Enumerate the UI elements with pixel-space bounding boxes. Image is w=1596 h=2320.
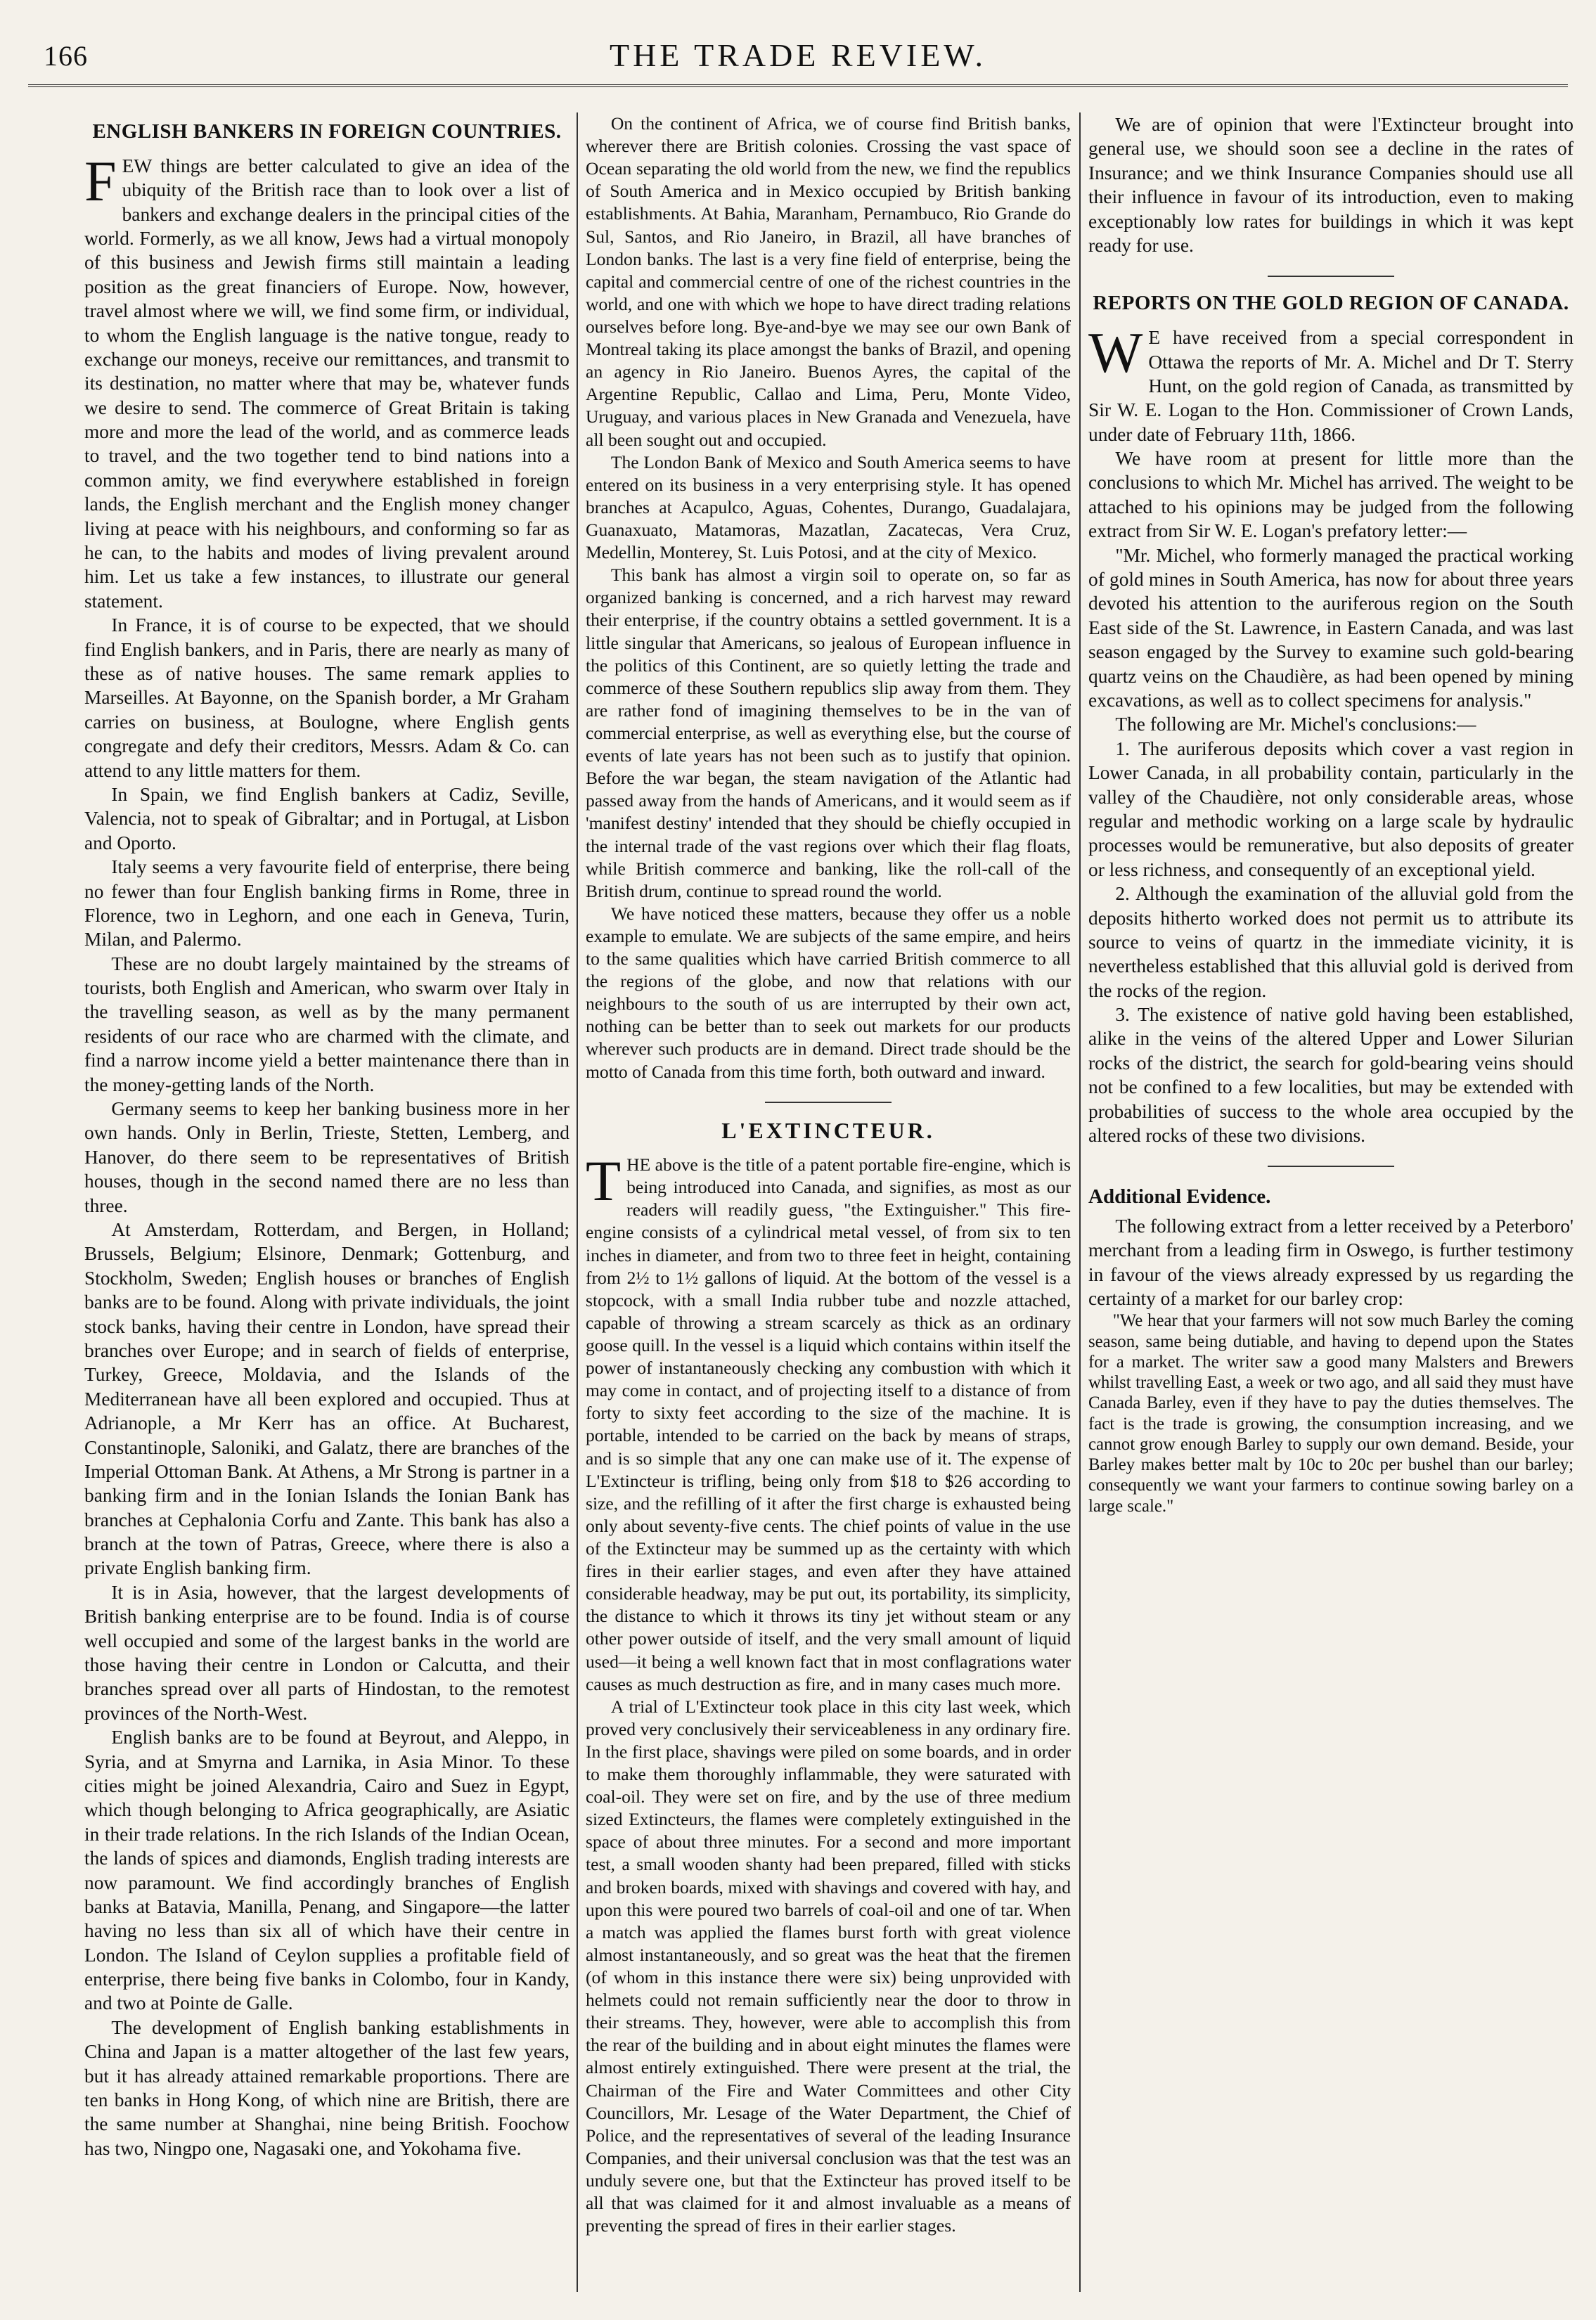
- article-paragraph: 2. Although the examination of the alluvial gold from the deposits hitherto worked does not permit us to attribute its source to veins of quartz in the immediate vicinity, it is nevertheless established that this alluvial gold is derived from the rocks of the region.: [1088, 883, 1574, 1001]
- article-divider: [1268, 1166, 1394, 1167]
- article-paragraph: Germany seems to keep her banking business more in her own hands. Only in Berlin, Trieste, Stetten, Lemberg, and Hanover, do there seem to be representatives of British houses, though in the second named there are no less than three.: [84, 1098, 569, 1216]
- paragraph-text: EW things are better calculated to give an idea of the ubiquity of the British race than to look over a list of bankers and exchange dealers in the principal cities of the world. Formerly, as we all know, Jews had a virtual monopoly of this business and Jewish firms still maintain a leading position as the great financiers of Europe. Now, however, travel almost where we will, we find some firm, or individual, to whom the English language is the native tongue, ready to exchange our moneys, receive our remittances, and transmit to its destination, no matter where that may be, whatever funds we desire to send. The commerce of Great Britain is taking more and more the lead of the world, and as commerce leads to travel, and the two together tend to bind nations into a common amity, we find everywhere established in foreign lands, the English merchant and the English money changer living at peace with his neighbours, and conforming so far as he can, to the habits and modes of living prevalent around him. Let us take a few instances, to illustrate our general statement.: [84, 155, 569, 612]
- article-paragraph: In Spain, we find English bankers at Cadiz, Seville, Valencia, not to speak of Gibraltar; and in Portugal, at Lisbon and Oporto.: [84, 783, 569, 853]
- article-paragraph: The development of English banking establishments in China and Japan is a matter altogether of the last few years, but it has already attained remarkable proportions. There are ten banks in Hong Kong, of which nine are British, there are the same number at Shanghai, nine being British. Foochow has two, Ningpo one, Nagasaki one, and Yokohama five.: [84, 2016, 569, 2159]
- article-paragraph: 1. The auriferous deposits which cover a vast region in Lower Canada, in all probability contain, particularly in the valley of the Chaudière, not only considerable areas, whose regular and methodic working on a large scale by hydraulic processes would be remunerative, but also deposits of greater or less richness, and consequently of an exceptional yield.: [1088, 737, 1574, 880]
- running-title: THE TRADE REVIEW.: [609, 37, 986, 73]
- article-headline: ENGLISH BANKERS IN FOREIGN COUNTRIES.: [92, 120, 562, 143]
- article-paragraph: Italy seems a very favourite field of enterprise, there being no fewer than four English banking firms in Rome, three in Florence, two in Leghorn, and one each in Geneva, Turin, Milan, and Palermo.: [84, 856, 569, 950]
- article-headline: REPORTS ON THE GOLD REGION OF CANADA.: [1093, 292, 1569, 315]
- section-subhead: Additional Evidence.: [1088, 1185, 1271, 1209]
- drop-cap: F: [84, 148, 117, 213]
- article-paragraph: We have room at present for little more than the conclusions to which Mr. Michel has arrived. The weight to be attached to his opinions may be judged from the following extract from Sir W. E. Logan's prefatory letter:—: [1088, 448, 1574, 542]
- article-paragraph: [1088, 321, 1574, 446]
- quoted-letter: "We hear that your farmers will not sow much Barley the coming season, same being dutiable, and having to depend upon the States for a market. The writer saw a good many Malsters and Brewers whilst travelling East, a week or two ago, and all said they must have Canada Barley, even if they have to pay the duties themselves. The fact is the trade is growing, the consumption increasing, and we cannot grow enough Barley to supply our own demand. Beside, your Barley makes better malt by 10c to 20c per bushel than our barley; consequently we want your farmers to continue sowing barley on a large scale.": [1088, 1311, 1574, 1516]
- page-header: [28, 30, 1568, 79]
- article-divider: [1268, 276, 1394, 277]
- article-divider: [765, 1102, 892, 1103]
- paragraph-text: HE above is the title of a patent portable fire-engine, which is being introduced into Canada, and signifies, as most as our readers will readily guess, "the Extinguisher." This fire-engine consists of a cylindrical metal vessel, of from six to ten inches in diameter, and from two to three feet in height, containing from 2½ to 1½ gallons of liquid. At the bottom of the vessel is a stopcock, with a small India rubber tube and nozzle attached, capable of throwing a stream scarcely as thick as an ordinary goose quill. In the vessel is a liquid which contains within itself the power of instantaneously checking any combustion with which it may come in contact, and of projecting itself to a distance of from forty to sixty feet according to the size of the machine. It is portable, intended to be carried on the back by means of straps, and is so simple that any one can make use of it. The expense of L'Extincteur is trifling, being only from $18 to $26 according to size, and the refilling of it after the first charge is exhausted being only about seventy-five cents. The chief points of value in the use of the Extincteur may be summed up as the certainty with which fires in their earlier stages, and even after they have attained considerable headway, may be put out, its portability, its simplicity, the distance to which it throws its tiny jet without steam or any other power outside of itself, and the very small amount of liquid used—it being a well known fact that in most conflagrations water causes as much destruction as fire, and in many cases much more.: [586, 1154, 1071, 1694]
- column-rule: [1079, 112, 1081, 2292]
- article-headline: L'EXTINCTEUR.: [721, 1117, 935, 1143]
- article-paragraph: These are no doubt largely maintained by the streams of tourists, both English and American, who swarm over Italy in the travelling season, as well as by the many permanent residents of our race who are charmed with the climate, and find a narrow income yield a better maintenance there than in the money-getting lands of the North.: [84, 953, 569, 1095]
- drop-cap: T: [586, 1149, 622, 1213]
- column-1: [84, 112, 569, 2299]
- article-paragraph: We are of opinion that were l'Extincteur brought into general use, we should soon see a decline in the rates of Insurance; and we think Insurance Companies should use all their influence in favour of its introduction, even to making exceptionably low rates for buildings in which it was kept ready for use.: [1088, 114, 1574, 256]
- article-paragraph: On the continent of Africa, we of course find British banks, wherever there are British colonies. Crossing the vast space of Ocean separating the old world from the new, we find the republics of South America and in Mexico occupied by British banking establishments. At Bahia, Maranham, Pernambuco, Rio Grande do Sul, Santos, and Rio Janeiro, in Brazil, all have branches of London banks. The last is a very fine field of enterprise, being the capital and commercial centre of one of the richest countries in the world, and one with which we hope to have direct trading relations ourselves before long. Bye-and-bye we may see our own Bank of Montreal taking its place amongst the banks of Brazil, and opening an agency in Rio Janeiro. Buenos Ayres, the capital of the Argentine Republic, Callao and Lima, Peru, Monte Video, Uruguay, and various places in New Granada and Venezuela, have all been sought out and occupied.: [586, 113, 1071, 450]
- article-paragraph: A trial of L'Extincteur took place in this city last week, which proved very conclusively their serviceableness in any ordinary fire. In the first place, shavings were piled on some boards, and in order to make them thoroughly inflammable, they were saturated with coal-oil. They were set on fire, and by the use of three medium sized Extincteurs, the flames were completely extinguished in the space of about three minutes. For a second and more important test, a small wooden shanty had been prepared, filled with sticks and broken boards, mixed with shavings and covered with hay, and upon this were poured two barrels of coal-oil and one of tar. When a match was applied the flames burst forth with great violence almost instantaneously, and so great was the heat that the firemen (of whom in this instance there were six) being unprovided with helmets could not remain sufficiently near the door to throw in their streams. They, however, were able to accomplish this from the rear of the building and in about eight minutes the flames were almost entirely extinguished. There were present at the trial, the Chairman of the Fire and Water Committees and other City Councillors, Mr. Lesage of the Water Department, the Chief of Police, and the representatives of several of the leading Insurance Companies, and their universal conclusion was that the test was an unduly severe one, but that the Extincteur has proved itself to be all that was claimed for it and almost invaluable as a means of preventing the spread of fires in their earlier stages.: [586, 1696, 1071, 2236]
- article-paragraph: The London Bank of Mexico and South America seems to have entered on its business in a very enterprising style. It has opened branches at Acapulco, Aguas, Cohentes, Durango, Guadalajara, Guanaxuato, Matamoras, Mazatlan, Zacatecas, Vera Cruz, Medellin, Monterey, St. Luis Potosi, and at the city of Mexico.: [586, 451, 1071, 563]
- column-2: [586, 112, 1071, 2299]
- drop-cap: W: [1088, 321, 1143, 385]
- article-paragraph: The following are Mr. Michel's conclusions:—: [1115, 714, 1476, 735]
- column-rule: [577, 112, 578, 2292]
- article-paragraph: The following extract from a letter received by a Peterboro' merchant from a leading firm in Oswego, is further testimony in favour of the views already expressed by us regarding the certainty of a market for our barley crop:: [1088, 1215, 1574, 1309]
- column-3: [1088, 112, 1574, 2299]
- article-paragraph: In France, it is of course to be expected, that we should find English bankers, and in Paris, there are nearly as many of these as of native houses. The same remark applies to Marseilles. At Bayonne, on the Spanish border, a Mr Graham carries on business, at Boulogne, where English gents congregate and defy their creditors, Messrs. Adam & Co. can attend to any little matters for them.: [84, 614, 569, 781]
- article-paragraph: English banks are to be found at Beyrout, and Aleppo, in Syria, and at Smyrna and Larnika, in Asia Minor. To these cities might be joined Alexandria, Cairo and Suez in Egypt, which though belonging to Africa geographically, are Asiatic in their trade relations. In the rich Islands of the Indian Ocean, the lands of spices and diamonds, English trading interests are now paramount. We find accordingly branches of English banks at Batavia, Manilla, Penang, and Singapore—the latter having no less than six all of which have their centre in London. The Island of Ceylon supplies a profitable field of enterprise, there being five banks in Colombo, four in Kandy, and two at Pointe de Galle.: [84, 1727, 569, 2014]
- article-paragraph: At Amsterdam, Rotterdam, and Bergen, in Holland; Brussels, Belgium; Elsinore, Denmark; Gottenburg, and Stockholm, Sweden; English houses or branches of English banks are to be found. Along with private individuals, the joint stock banks, having their centre in London, have spread their branches over Europe; and in search of fields of enterprise, Turkey, Greece, Moldavia, and the Islands of the Mediterranean have all been explored and occupied. Thus at Adrianople, a Mr Kerr has an office. At Bucharest, Constantinople, Saloniki, and Galatz, there are branches of the Imperial Ottoman Bank. At Athens, a Mr Strong is partner in a banking firm and in the Ionian Islands the Ionian Bank has branches at Cephalonia Corfu and Zante. This bank has also a branch at the town of Patras, Greece, where there is also a private English banking firm.: [84, 1218, 569, 1579]
- article-paragraph: [84, 148, 569, 613]
- article-paragraph: We have noticed these matters, because they offer us a noble example to emulate. We are subjects of the same empire, and heirs to the same qualities which have carried British commerce to all the regions of the globe, and now that relations with our neighbours to the south of us are interrupted by their own act, nothing can be better than to seek out markets for our products wherever such products are in demand. Direct trade should be the motto of Canada from this time forth, both outward and inward.: [586, 903, 1071, 1082]
- paragraph-text: E have received from a special correspondent in Ottawa the reports of Mr. A. Michel and Dr T. Sterry Hunt, on the gold region of Canada, as transmitted by Sir W. E. Logan to the Hon. Commissioner of Crown Lands, under date of February 11th, 1866.: [1088, 327, 1574, 445]
- article-paragraph: [586, 1149, 1071, 1696]
- article-paragraph: "Mr. Michel, who formerly managed the practical working of gold mines in South America, has now for about three years devoted his attention to the auriferous region on the South East side of the St. Lawrence, in Eastern Canada, and was last season engaged by the Survey to examine such gold-bearing quartz veins on the Chaudière, as had been opened by mining excavations, as well as to collect specimens for analysis.": [1088, 544, 1574, 711]
- page-number: 166: [44, 40, 88, 72]
- header-rule: [28, 84, 1568, 87]
- article-paragraph: It is in Asia, however, that the largest developments of British banking enterprise are to be found. India is of course well occupied and some of the largest banks in the world are those having their centre in London or Calcutta, and their branches spread over all parts of Hindostan, to the remotest provinces of the North-West.: [84, 1581, 569, 1724]
- article-paragraph: 3. The existence of native gold having been established, alike in the veins of the altered Upper and Lower Silurian rocks of the district, the search for gold-bearing veins should not be confined to a few localities, but may be extended with probabilities of success to the whole area occupied by the altered rocks of these two divisions.: [1088, 1004, 1574, 1147]
- article-paragraph: This bank has almost a virgin soil to operate on, so far as organized banking is concerned, and a rich harvest may reward their enterprise, if the country obtains a settled government. It is a little singular that Americans, so jealous of European influence in the politics of this Continent, are so quietly letting the trade and commerce of these Southern republics slip away from them. They are rather fond of imagining themselves to be in the van of commercial enterprise, as well as everything else, but the course of events of late years has not been such as to justify that opinion. Before the war began, the steam navigation of the Atlantic had passed away from the hands of Americans, and it would seem as if 'manifest destiny' intended that they should be chiefly occupied in the internal trade of the vast regions over which their flag floats, while British commerce and banking, like the roll-call of the British drum, continue to spread round the world.: [586, 565, 1071, 901]
